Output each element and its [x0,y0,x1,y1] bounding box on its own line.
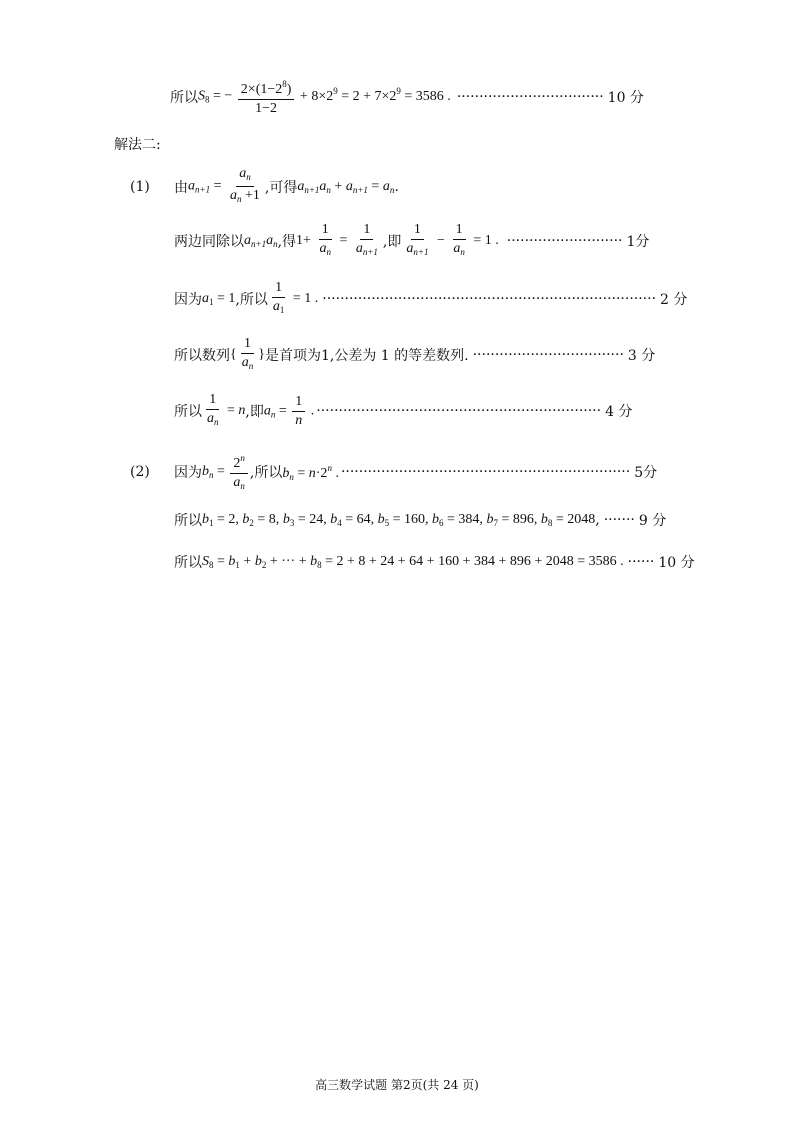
leader-dots: ······ [627,554,655,570]
formula-b-values: $b_1 = 2$, $b_2 = 8$, $b_3 = 24$, $b_4 = 64$, $b_5 = 160$, $b_6 = 384$, $b_7 = 896$, $b_8 = 2048$ [202,512,596,528]
text-prefix: 两边同除以 [174,234,244,250]
leader-dots: ··········································································· [322,291,657,307]
text-mid: ,可得 [264,179,298,196]
text-prefix: 所以 [174,404,202,420]
formula-bn-def: $b_n$ = $\frac{2^n}{a_n}$ [202,450,250,494]
line-arithmetic [174,336,655,374]
fraction: $\frac{1}{a_n}$ [453,222,465,257]
fraction: $\frac{1}{a_n}$ [319,222,331,257]
score: 10 分 [658,555,695,571]
score: 10 分 [607,89,644,106]
text-prefix: 因为 [174,465,202,481]
formula-bn: $b_n = n\cdot 2^n$ . [282,462,339,482]
page-footer: 高三数学试题 第2页(共 24 页) [315,1078,479,1092]
leader-dots: ·································· [472,347,624,363]
fraction: $\frac{1}{a_n}$ [207,392,219,427]
leader-dots: ································································· [340,464,631,480]
text-mid: ,即 [382,234,402,250]
text-end: . [394,178,399,195]
fraction: $\frac{a_n}{a_n +1}$ [229,166,260,204]
formula-a1: $a_1 = 1$ [202,291,236,307]
formula-divisor: $a_{n+1}a_n$ [244,233,278,249]
part-label: (2) [130,464,150,480]
leader-dots: ·························· [506,233,623,249]
text-end: , [595,512,600,528]
score: 2 分 [660,292,688,308]
text-prefix: 所以 [174,555,202,571]
text-suffix: 是首项为1,公差为 1 的等差数列. [264,348,469,364]
line-s8-result [170,76,644,117]
text-prefix: 所以 [174,513,202,529]
line-bn [130,450,657,494]
line-recurrence [130,166,399,207]
fraction: $\frac{2^n}{a_n}$ [230,450,248,494]
score: 9 分 [638,513,667,529]
formula-inv-a1: $\frac{1}{a_1}$ = 1 . [268,280,318,318]
line-s8-sum [174,552,695,572]
formula-an: $a_n$ = $\frac{1}{n}$ . [263,393,315,428]
fraction: $\frac{1}{a_{n+1}}$ [355,222,378,257]
score: 5分 [634,465,658,481]
part-label: (1) [130,178,150,195]
score: 1分 [626,234,650,250]
formula-step1: 1+ $\frac{1}{a_n}$ = $\frac{1}{a_{n+1}}$ [296,222,383,260]
line-an [174,392,632,430]
text-mid: ,即 [245,404,264,420]
text-prefix: 所以数列 [174,348,230,364]
fraction: $\frac{2\times(1-2^8)}{1-2}$ [238,76,295,117]
text-mid: ,所以 [235,292,268,308]
fraction: $\frac{1}{a_n}$ [241,336,254,371]
leader-dots: ······· [603,512,635,528]
line-divide [174,222,649,260]
fraction: $\frac{1}{n}$ [292,394,305,429]
leader-dots: ································· [456,88,604,105]
formula-recurrence: $a_{n+1}$ = $\frac{a_n}{a_n +1}$ [188,166,265,207]
leader-dots: ································································ [316,403,602,419]
text-prefix: 因为 [174,292,202,308]
text-mid: ,所以 [249,465,283,481]
text-prefix: 由 [174,179,188,196]
score: 4 分 [605,404,633,420]
formula-sequence: { $\frac{1}{a_n}$ } [230,336,265,374]
formula-step2: $\frac{1}{a_{n+1}}$ − $\frac{1}{a_n}$ = 1 . [401,222,498,260]
score: 3 分 [627,348,656,364]
formula-derived: $a_{n+1}a_n + a_{n+1} = a_n$ [297,178,395,195]
text-mid: ,得 [277,234,297,250]
fraction: $\frac{1}{a_{n+1}}$ [406,222,429,257]
line-b-values [174,510,666,530]
formula-s8-sum: $S_8 = b_1 + b_2$ + ··· + $b_8 = 2 + 8 + 24 + 64 + 160 + 384 + 896 + 2048 = 3586$ . [202,554,624,570]
text-prefix: 所以 [170,89,198,106]
fraction: $\frac{1}{a_1}$ [272,280,285,315]
formula-s8: $S_8$ = − $\frac{2\times(1-2^8)}{1-2}$ + $8\times 2^9 = 2 + 7\times 2^9 = 3586$ . [198,76,451,117]
method-label [114,134,161,154]
line-initial [174,280,687,318]
formula-inv-an: $\frac{1}{a_n}$ = n [202,392,245,430]
heading: 解法二: [114,137,161,153]
